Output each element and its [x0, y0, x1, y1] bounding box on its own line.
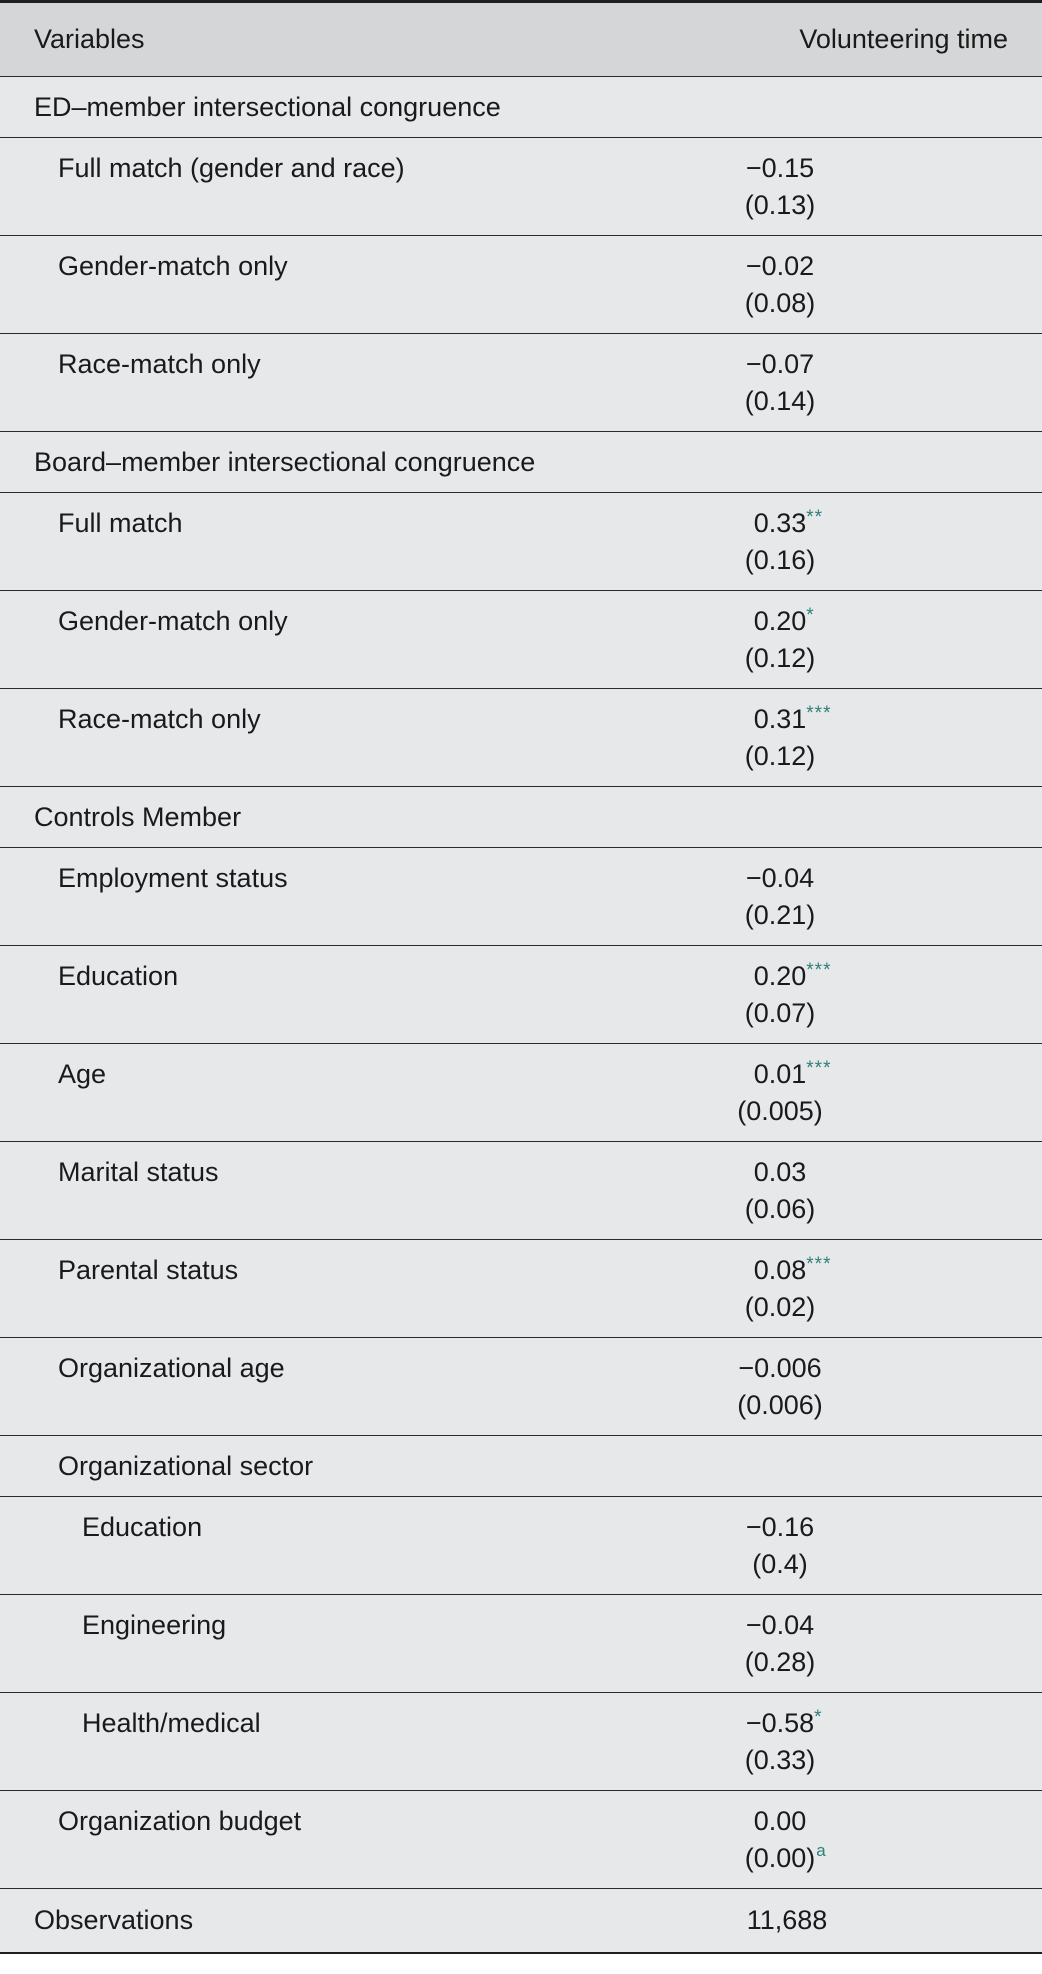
row-label: Full match	[58, 508, 183, 538]
section-label: Controls Member	[34, 801, 242, 832]
standard-error: (0.12)	[744, 741, 816, 771]
row-value	[630, 1252, 1042, 1326]
standard-error: (0.14)	[744, 386, 816, 416]
coefficient: 0.00	[753, 1806, 807, 1836]
row-label: Education	[82, 1512, 203, 1542]
coefficient: −0.16	[745, 1512, 815, 1542]
standard-error: (0.02)	[744, 1292, 816, 1322]
coefficient: 0.03	[753, 1157, 807, 1187]
coefficient: 0.20	[753, 961, 807, 991]
standard-error: (0.4)	[752, 1549, 808, 1579]
standard-error: (0.28)	[744, 1647, 816, 1677]
table-row-sector-health-medical	[0, 1693, 1042, 1791]
standard-error: (0.08)	[744, 288, 816, 318]
coefficient: −0.02	[745, 251, 815, 281]
row-label: Age	[58, 1059, 107, 1089]
table-row-board-race-match	[0, 689, 1042, 787]
section-ed-congruence	[0, 77, 1042, 138]
row-value	[630, 1350, 1042, 1424]
section-label: ED–member intersectional congruence	[34, 91, 501, 122]
section-board-congruence	[0, 432, 1042, 493]
coefficient: 0.01	[753, 1059, 807, 1089]
standard-error: (0.21)	[744, 900, 816, 930]
row-value	[637, 1902, 1042, 1939]
row-label: Education	[58, 961, 179, 991]
footnote-marker: a	[816, 1841, 826, 1860]
standard-error: (0.005)	[737, 1096, 823, 1126]
standard-error: (0.00)	[744, 1843, 816, 1873]
table-row-board-gender-match	[0, 591, 1042, 689]
significance-stars: ***	[806, 1058, 832, 1079]
coefficient: −0.58	[745, 1708, 815, 1738]
table-row-ed-race-match	[0, 334, 1042, 432]
table-row-organizational-sector	[0, 1436, 1042, 1497]
coefficient: −0.15	[745, 153, 815, 183]
row-value	[630, 701, 1042, 775]
row-label: Health/medical	[82, 1708, 261, 1738]
table-row-marital-status	[0, 1142, 1042, 1240]
standard-error: (0.07)	[744, 998, 816, 1028]
coefficient: 0.33	[753, 508, 807, 538]
table-row-observations	[0, 1889, 1042, 1952]
section-controls-member	[0, 787, 1042, 848]
row-label: Marital status	[58, 1157, 219, 1187]
standard-error: (0.006)	[737, 1390, 823, 1420]
standard-error: (0.16)	[744, 545, 816, 575]
section-label: Board–member intersectional congruence	[34, 446, 536, 477]
row-value	[630, 860, 1042, 934]
table-row-parental-status	[0, 1240, 1042, 1338]
row-label: Race-match only	[58, 349, 261, 379]
row-value	[630, 1705, 1042, 1779]
row-value	[630, 248, 1042, 322]
coefficient: −0.006	[738, 1353, 822, 1383]
row-value	[630, 1056, 1042, 1130]
row-value	[630, 505, 1042, 579]
standard-error: (0.13)	[744, 190, 816, 220]
row-value	[630, 1509, 1042, 1583]
header-variables: Variables	[34, 24, 145, 54]
row-value	[630, 1803, 1042, 1877]
significance-stars: ***	[806, 1254, 832, 1275]
table-row-organization-budget	[0, 1791, 1042, 1889]
table-row-ed-full-match	[0, 138, 1042, 236]
table-header	[0, 3, 1042, 77]
significance-stars: *	[806, 605, 815, 626]
row-value	[630, 1154, 1042, 1228]
observations-count: 11,688	[746, 1905, 828, 1935]
significance-stars: **	[806, 507, 824, 528]
significance-stars: ***	[806, 703, 832, 724]
row-label: Employment status	[58, 863, 288, 893]
row-value	[630, 958, 1042, 1032]
row-label: Organizational sector	[58, 1450, 314, 1481]
standard-error: (0.06)	[744, 1194, 816, 1224]
table-row-board-full-match	[0, 493, 1042, 591]
row-value	[630, 1607, 1042, 1681]
coefficient: 0.08	[753, 1255, 807, 1285]
row-label: Parental status	[58, 1255, 239, 1285]
table-row-education	[0, 946, 1042, 1044]
row-label: Observations	[34, 1905, 194, 1935]
row-label: Organization budget	[58, 1806, 302, 1836]
table-row-ed-gender-match	[0, 236, 1042, 334]
coefficient: 0.31	[753, 704, 807, 734]
row-value	[630, 346, 1042, 420]
standard-error: (0.12)	[744, 643, 816, 673]
row-value	[630, 150, 1042, 224]
row-label: Race-match only	[58, 704, 261, 734]
row-label: Organizational age	[58, 1353, 285, 1383]
coefficient: −0.04	[745, 863, 815, 893]
table-row-sector-education	[0, 1497, 1042, 1595]
significance-stars: *	[814, 1707, 823, 1728]
row-label: Gender-match only	[58, 606, 288, 636]
standard-error: (0.33)	[744, 1745, 816, 1775]
table-row-age	[0, 1044, 1042, 1142]
row-value	[630, 603, 1042, 677]
coefficient: −0.04	[745, 1610, 815, 1640]
coefficient: 0.20	[753, 606, 807, 636]
row-label: Full match (gender and race)	[58, 153, 405, 183]
table-row-organizational-age	[0, 1338, 1042, 1436]
table-row-sector-engineering	[0, 1595, 1042, 1693]
coefficient: −0.07	[745, 349, 815, 379]
significance-stars: ***	[806, 960, 832, 981]
row-label: Gender-match only	[58, 251, 288, 281]
table-row-employment-status	[0, 848, 1042, 946]
row-label: Engineering	[82, 1610, 227, 1640]
header-volunteering-time: Volunteering time	[799, 24, 1008, 54]
